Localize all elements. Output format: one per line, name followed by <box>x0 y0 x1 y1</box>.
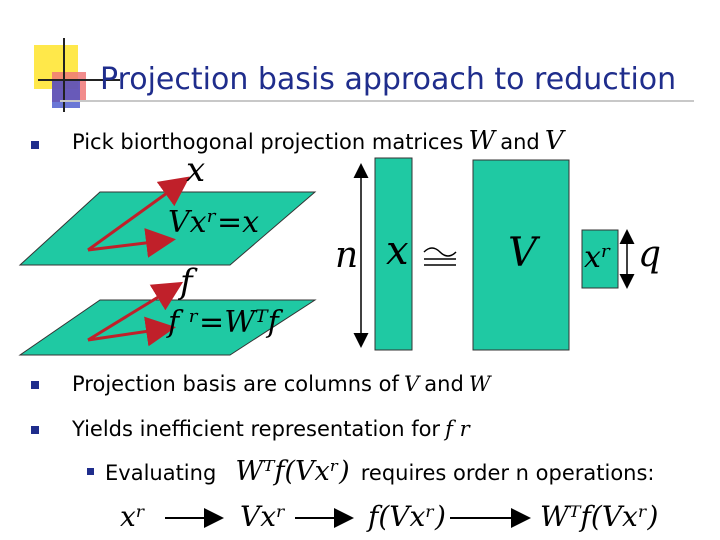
sub-bullet-suffix: requires order n operations: <box>360 461 655 485</box>
label-f: f <box>180 262 193 302</box>
sub-bullet-text: Evaluating <box>105 461 217 485</box>
logo-blue-square <box>52 80 80 108</box>
sub-bullet <box>105 456 655 487</box>
bullet-1 <box>72 126 564 156</box>
bullet-1-text: Pick biorthogonal projection matrices <box>72 130 464 154</box>
chain-item-4: Wᵀf(Vxʳ) <box>540 500 659 533</box>
chain-item-3: f(Vxʳ) <box>368 500 446 533</box>
label-x-top: x <box>186 150 206 190</box>
label-q: q <box>638 234 662 275</box>
bullet-marker-3 <box>31 426 39 434</box>
bullet-3-math-fr: f r <box>445 417 470 441</box>
bullet-2-math-w: W <box>468 372 491 396</box>
label-x-mid: x <box>386 228 409 274</box>
label-xr: xʳ <box>584 240 612 275</box>
label-vxr: Vxʳ=x <box>168 205 260 240</box>
bullet-marker-2 <box>31 381 39 389</box>
label-n: n <box>335 235 359 276</box>
bullet-2-joiner: and <box>424 372 464 396</box>
bullet-2 <box>72 372 490 396</box>
bullet-3-text: Yields inefficient representation for <box>72 417 441 441</box>
chain-item-1: xʳ <box>120 500 146 533</box>
bullet-3 <box>72 417 470 441</box>
title-underline <box>60 100 694 102</box>
bullet-1-math-v: V <box>544 126 564 156</box>
label-V: V <box>508 230 537 276</box>
bullet-1-joiner: and <box>500 130 540 154</box>
page-title: Projection basis approach to reduction <box>100 62 677 97</box>
sub-bullet-marker <box>87 468 94 475</box>
bullet-1-math-w: W <box>468 126 496 156</box>
label-fr: f ʳ=Wᵀf <box>168 305 279 340</box>
bullet-2-text: Projection basis are columns of <box>72 372 399 396</box>
sub-bullet-expr: Wᵀf(Vxʳ) <box>235 456 350 487</box>
chain-item-2: Vxʳ <box>240 500 286 533</box>
approx-sign <box>424 248 456 265</box>
bullet-2-math-v: V <box>404 372 420 396</box>
bullet-marker-1 <box>31 141 39 149</box>
